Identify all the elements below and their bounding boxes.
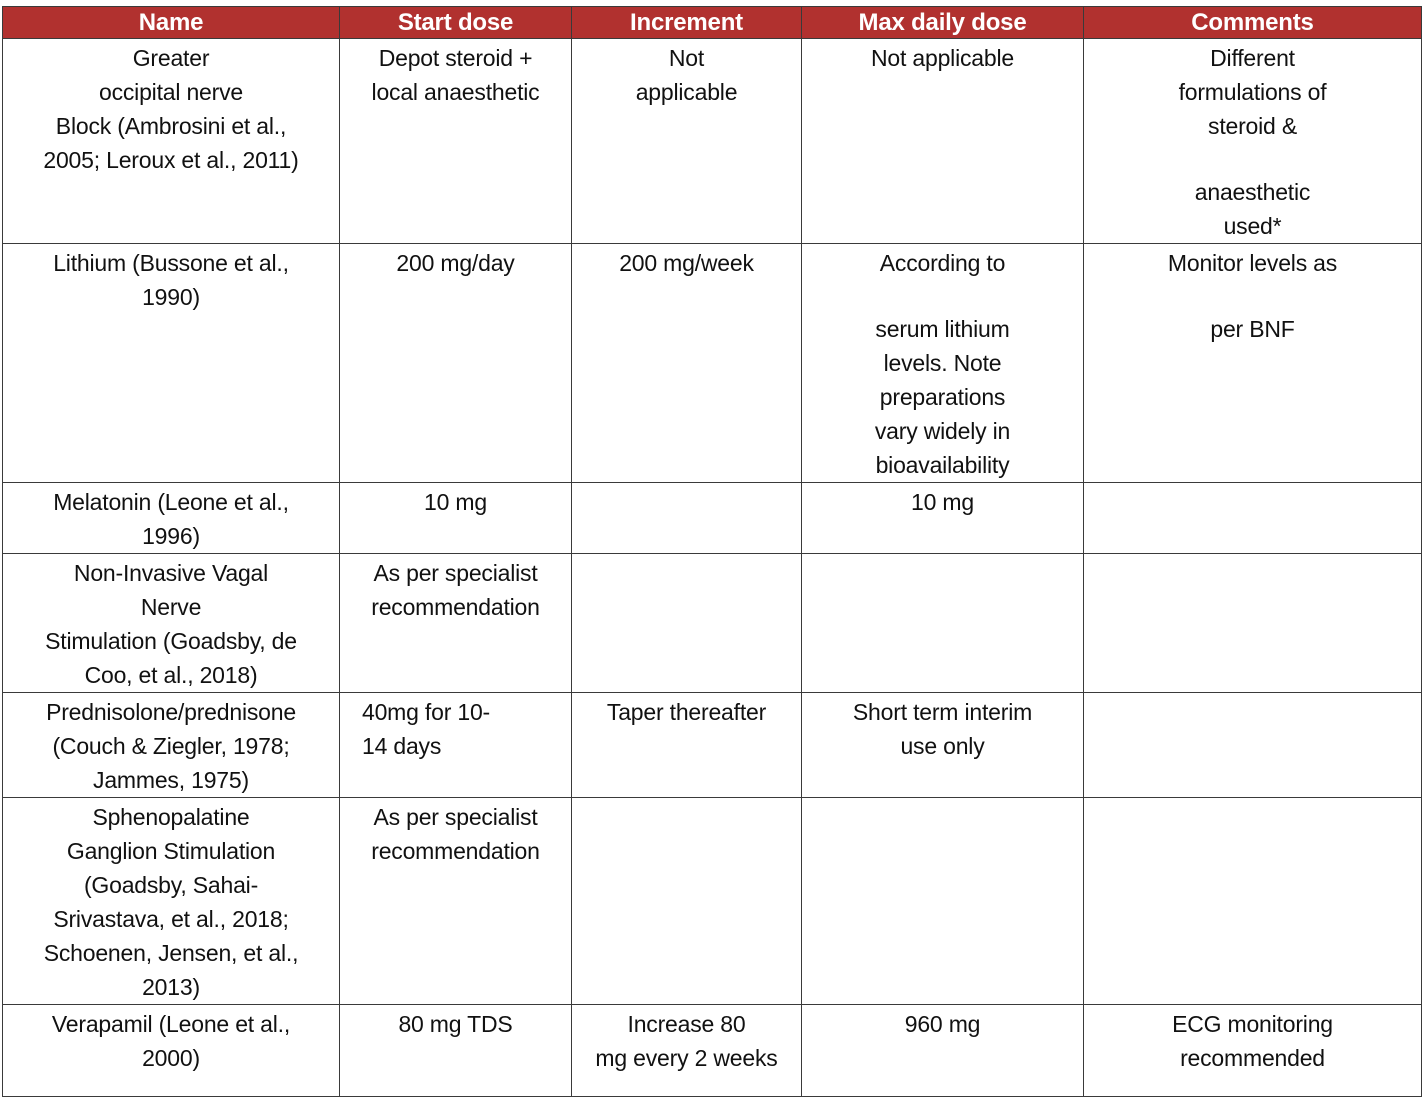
header-name: Name xyxy=(3,7,340,39)
start-dose-cell xyxy=(340,244,572,483)
max-daily-dose-cell xyxy=(802,798,1084,1005)
increment-cell xyxy=(572,693,802,798)
name-cell xyxy=(3,39,340,244)
header-start-dose: Start dose xyxy=(340,7,572,39)
cell-line: 960 mg xyxy=(904,1011,981,1037)
start-dose-cell xyxy=(340,1005,572,1097)
cell-line: Sphenopalatine xyxy=(92,804,250,830)
table-row xyxy=(3,483,1422,554)
comments-cell xyxy=(1084,798,1422,1005)
cell-line: Not xyxy=(668,45,705,71)
cell-text xyxy=(340,1005,571,1041)
cell-text xyxy=(572,554,801,556)
cell-line: 14 days xyxy=(362,733,442,759)
cell-line: 2000) xyxy=(142,1045,200,1071)
cell-line: As per specialist xyxy=(373,560,538,586)
cell-line: steroid & xyxy=(1208,113,1297,139)
cell-line: (Goadsby, Sahai- xyxy=(83,872,259,898)
comments-cell xyxy=(1084,244,1422,483)
cell-line: Different xyxy=(1210,45,1295,71)
start-dose-cell xyxy=(340,483,572,554)
table-row xyxy=(3,554,1422,693)
cell-line: Lithium (Bussone et al., xyxy=(53,250,289,276)
cell-text xyxy=(802,39,1083,75)
cell-line: serum lithium xyxy=(875,316,1010,342)
cell-text xyxy=(572,798,801,800)
cell-line: Prednisolone/prednisone xyxy=(46,699,296,725)
cell-line: Stimulation (Goadsby, de xyxy=(45,628,297,654)
cell-line: Taper thereafter xyxy=(606,699,767,725)
cell-line: Ganglion Stimulation xyxy=(66,838,276,864)
cell-line: use only xyxy=(900,733,985,759)
cell-line: anaesthetic xyxy=(1194,179,1311,205)
cell-line: Jammes, 1975) xyxy=(93,767,249,793)
increment-cell xyxy=(572,554,802,693)
cell-text xyxy=(572,244,801,280)
cell-text xyxy=(572,1005,801,1075)
name-cell xyxy=(3,798,340,1005)
cell-text xyxy=(3,554,339,692)
cell-line: recommendation xyxy=(371,838,540,864)
cell-line: ECG monitoring xyxy=(1172,1011,1333,1037)
name-cell xyxy=(3,693,340,798)
cell-line: mg every 2 weeks xyxy=(595,1045,778,1071)
cell-line: vary widely in xyxy=(874,418,1011,444)
header-comments: Comments xyxy=(1084,7,1422,39)
comments-cell xyxy=(1084,39,1422,244)
cell-line: As per specialist xyxy=(373,804,538,830)
cell-line: local anaesthetic xyxy=(371,79,540,105)
cell-text xyxy=(802,483,1083,519)
start-dose-cell xyxy=(340,798,572,1005)
table-body xyxy=(3,39,1422,1097)
cell-line: Greater xyxy=(132,45,210,71)
table-row xyxy=(3,244,1422,483)
cell-text xyxy=(340,554,571,624)
name-cell xyxy=(3,1005,340,1097)
max-daily-dose-cell xyxy=(802,39,1084,244)
cell-line: used* xyxy=(1223,213,1282,239)
cell-text xyxy=(802,554,1083,556)
cell-line: Verapamil (Leone et al., xyxy=(51,1011,291,1037)
header-increment: Increment xyxy=(572,7,802,39)
cell-text xyxy=(3,244,339,314)
max-daily-dose-cell xyxy=(802,1005,1084,1097)
cell-line: 2005; Leroux et al., 2011) xyxy=(43,147,299,173)
table-row xyxy=(3,693,1422,798)
cell-line: Depot steroid + xyxy=(378,45,533,71)
cell-text xyxy=(1084,554,1421,556)
max-daily-dose-cell xyxy=(802,483,1084,554)
cell-line: Schoenen, Jensen, et al., xyxy=(43,940,299,966)
cell-line: Short term interim xyxy=(852,699,1033,725)
start-dose-cell xyxy=(340,693,572,798)
max-daily-dose-cell xyxy=(802,554,1084,693)
increment-cell xyxy=(572,798,802,1005)
table-row xyxy=(3,39,1422,244)
cell-text xyxy=(340,39,571,109)
cell-line: formulations of xyxy=(1178,79,1327,105)
cell-text xyxy=(340,244,571,280)
table-row xyxy=(3,1005,1422,1097)
cell-line: Not applicable xyxy=(871,45,1014,71)
cell-line: (Couch & Ziegler, 1978; xyxy=(52,733,290,759)
cell-line: Melatonin (Leone et al., xyxy=(53,489,289,515)
comments-cell xyxy=(1084,483,1422,554)
cell-text xyxy=(340,798,571,868)
start-dose-cell xyxy=(340,554,572,693)
cell-text xyxy=(802,1005,1083,1041)
cell-line: Block (Ambrosini et al., xyxy=(55,113,287,139)
cell-line: per BNF xyxy=(1210,316,1295,342)
cell-text xyxy=(3,1005,339,1075)
cell-line: According to xyxy=(879,250,1006,276)
max-daily-dose-cell xyxy=(802,693,1084,798)
cell-text xyxy=(802,693,1083,763)
cell-line: 1990) xyxy=(142,284,200,310)
cell-line: 10 mg xyxy=(424,489,487,515)
cell-text xyxy=(1084,39,1421,243)
cell-line: recommended xyxy=(1180,1045,1325,1071)
cell-text xyxy=(1084,693,1421,695)
cell-line: occipital nerve xyxy=(98,79,244,105)
comments-cell xyxy=(1084,693,1422,798)
cell-text xyxy=(3,483,339,553)
cell-line: Srivastava, et al., 2018; xyxy=(53,906,289,932)
cell-line: 200 mg/week xyxy=(619,250,754,276)
cell-text xyxy=(1084,244,1421,346)
cell-line: 2013) xyxy=(142,974,200,1000)
cell-line: Non-Invasive Vagal xyxy=(73,560,269,586)
name-cell xyxy=(3,554,340,693)
cell-text xyxy=(572,483,801,485)
table-row xyxy=(3,798,1422,1005)
cell-line: 200 mg/day xyxy=(396,250,515,276)
cell-text xyxy=(3,693,339,797)
cell-text xyxy=(1084,1005,1421,1075)
header-row xyxy=(3,7,1422,39)
comments-cell xyxy=(1084,1005,1422,1097)
max-daily-dose-cell xyxy=(802,244,1084,483)
cell-text xyxy=(802,798,1083,800)
increment-cell xyxy=(572,1005,802,1097)
start-dose-cell xyxy=(340,39,572,244)
cell-line: preparations xyxy=(879,384,1006,410)
cell-line: 1996) xyxy=(142,523,200,549)
cell-line: Nerve xyxy=(140,594,202,620)
cell-line: Monitor levels as xyxy=(1167,250,1338,276)
cell-line: bioavailability xyxy=(875,452,1010,478)
cell-line: recommendation xyxy=(371,594,540,620)
cell-text xyxy=(1084,483,1421,485)
cell-text xyxy=(340,483,571,519)
cell-line: Coo, et al., 2018) xyxy=(84,662,258,688)
cell-line: Increase 80 xyxy=(627,1011,746,1037)
cell-line: 10 mg xyxy=(911,489,974,515)
cell-text xyxy=(340,693,571,763)
cell-line: levels. Note xyxy=(883,350,1002,376)
cell-line: applicable xyxy=(635,79,738,105)
cell-line: 80 mg TDS xyxy=(398,1011,513,1037)
increment-cell xyxy=(572,39,802,244)
cell-text xyxy=(572,693,801,729)
cell-text xyxy=(1084,798,1421,800)
cell-line: 40mg for 10- xyxy=(362,699,490,725)
header-max-daily-dose: Max daily dose xyxy=(802,7,1084,39)
name-cell xyxy=(3,244,340,483)
cell-text xyxy=(3,798,339,1004)
increment-cell xyxy=(572,483,802,554)
cell-text xyxy=(3,39,339,177)
increment-cell xyxy=(572,244,802,483)
cell-text xyxy=(572,39,801,109)
cell-text xyxy=(802,244,1083,482)
name-cell xyxy=(3,483,340,554)
comments-cell xyxy=(1084,554,1422,693)
dosing-table xyxy=(2,6,1422,1097)
